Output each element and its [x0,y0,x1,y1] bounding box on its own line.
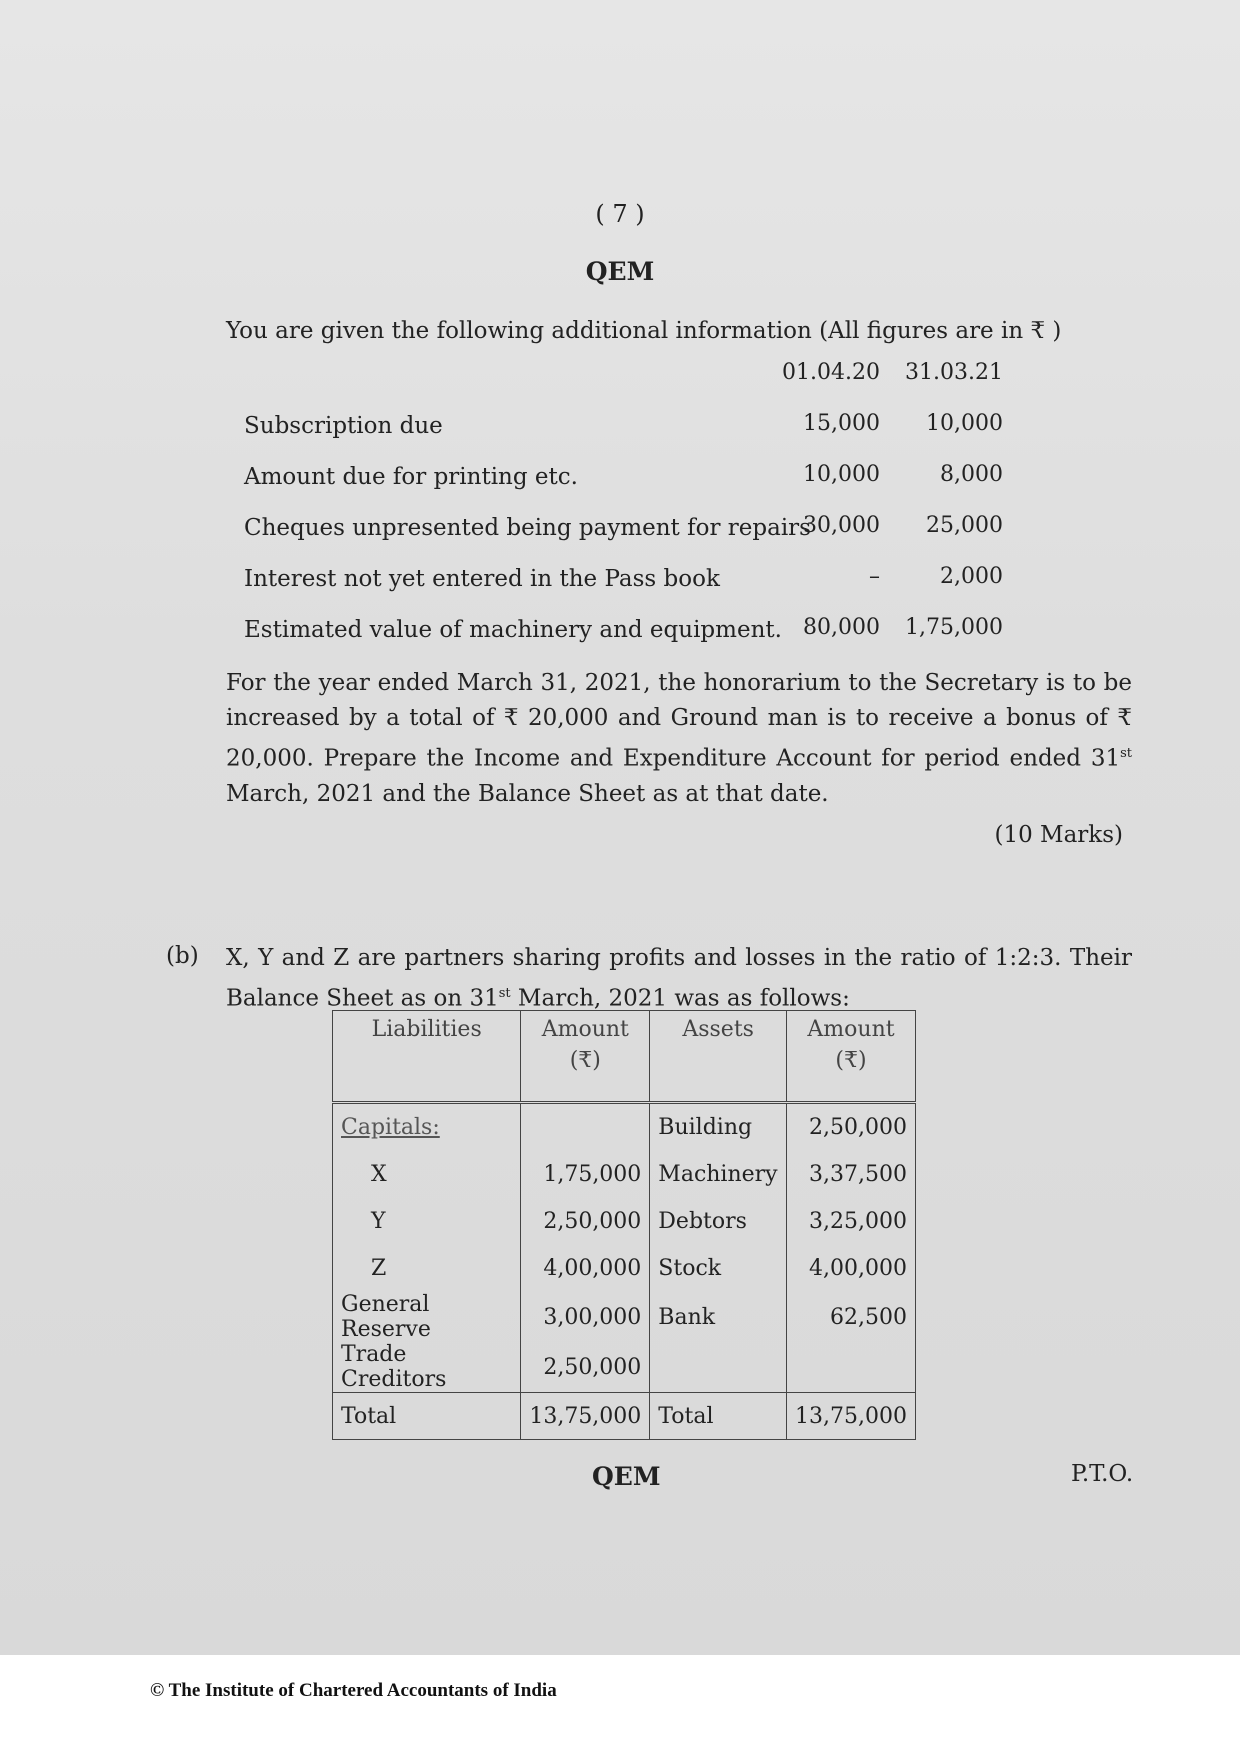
total-liabilities-amount: 13,75,000 [521,1393,650,1440]
asset-cell: Stock [650,1245,787,1292]
column-header-opening: 01.04.20 [782,360,880,385]
liability-cell: Trade Creditors [333,1342,521,1393]
table-row [333,1292,916,1342]
paper-code-header: QEM [585,257,655,286]
table-row [333,1103,916,1152]
asset-amount-cell: 3,25,000 [787,1198,916,1245]
page-number: ( 7 ) [595,200,645,228]
marks-label: (10 Marks) [994,822,1123,848]
asset-amount-cell [787,1342,916,1393]
asset-amount-cell: 4,00,000 [787,1245,916,1292]
header-amount-liabilities: Amount (₹) [521,1011,650,1103]
pto-label: P.T.O. [1071,1461,1134,1487]
table-total-row [333,1393,916,1440]
asset-amount-cell: 3,37,500 [787,1151,916,1198]
asset-cell: Building [650,1103,787,1152]
info-row-label: Interest not yet entered in the Pass book [244,566,720,592]
part-b-text: X, Y and Z are partners sharing profits and losses in the ratio of 1:2:3. Their Balance Sheet as on 31st March, 2021 was as follows: [226,945,1132,1012]
liability-amount-cell: 4,00,000 [521,1245,650,1292]
info-row-value-opening: 80,000 [803,615,880,640]
asset-cell [650,1342,787,1393]
column-header-closing: 31.03.21 [905,360,1003,385]
asset-cell: Machinery [650,1151,787,1198]
info-row-label: Subscription due [244,413,443,439]
intro-text: You are given the following additional information (All figures are in ₹ ) [226,318,1062,344]
info-row-value-closing: 1,75,000 [905,615,1003,640]
liability-amount-cell [521,1103,650,1152]
info-row-label: Estimated value of machinery and equipment. [244,617,782,643]
table-row [333,1245,916,1292]
table-row [333,1198,916,1245]
info-row-value-opening: 30,000 [803,513,880,538]
info-row-value-opening: 10,000 [803,462,880,487]
liability-cell: Z [333,1245,521,1292]
table-header-row [333,1011,916,1103]
liability-cell: X [333,1151,521,1198]
info-row-value-closing: 10,000 [926,411,1003,436]
info-row-value-opening: 15,000 [803,411,880,436]
info-row-label: Cheques unpresented being payment for repairs [244,515,811,541]
liability-amount-cell: 1,75,000 [521,1151,650,1198]
copyright-footer: © The Institute of Chartered Accountants of India [150,1680,557,1701]
liability-amount-cell: 2,50,000 [521,1198,650,1245]
table-row [333,1342,916,1393]
header-liabilities: Liabilities [333,1011,521,1103]
part-b-label: (b) [166,943,199,969]
total-liabilities-label: Total [333,1393,521,1440]
table-row [333,1151,916,1198]
header-assets: Assets [650,1011,787,1103]
total-assets-amount: 13,75,000 [787,1393,916,1440]
asset-cell: Debtors [650,1198,787,1245]
info-row-label: Amount due for printing etc. [244,464,578,490]
header-amount-assets: Amount (₹) [787,1011,916,1103]
liability-amount-cell: 2,50,000 [521,1342,650,1393]
info-row-value-closing: 2,000 [940,564,1003,589]
info-row-value-closing: 8,000 [940,462,1003,487]
liability-cell: General Reserve [333,1292,521,1342]
asset-amount-cell: 62,500 [787,1292,916,1342]
asset-cell: Bank [650,1292,787,1342]
liability-amount-cell: 3,00,000 [521,1292,650,1342]
info-row-value-opening: – [869,564,880,589]
info-row-value-closing: 25,000 [926,513,1003,538]
liability-cell: Capitals: [333,1103,521,1152]
total-assets-label: Total [650,1393,787,1440]
paper-code-footer: QEM [592,1462,661,1491]
liability-cell: Y [333,1198,521,1245]
balance-sheet-table [332,1010,916,1440]
asset-amount-cell: 2,50,000 [787,1103,916,1152]
instruction-paragraph: For the year ended March 31, 2021, the honorarium to the Secretary is to be increased by a total of ₹ 20,000 and Ground man is to receive a bonus of ₹ 20,000. Prepare the Income and Expenditure Account for period ended 31st March, 2021 and the Balance Sheet as at that date. [226,670,1132,807]
